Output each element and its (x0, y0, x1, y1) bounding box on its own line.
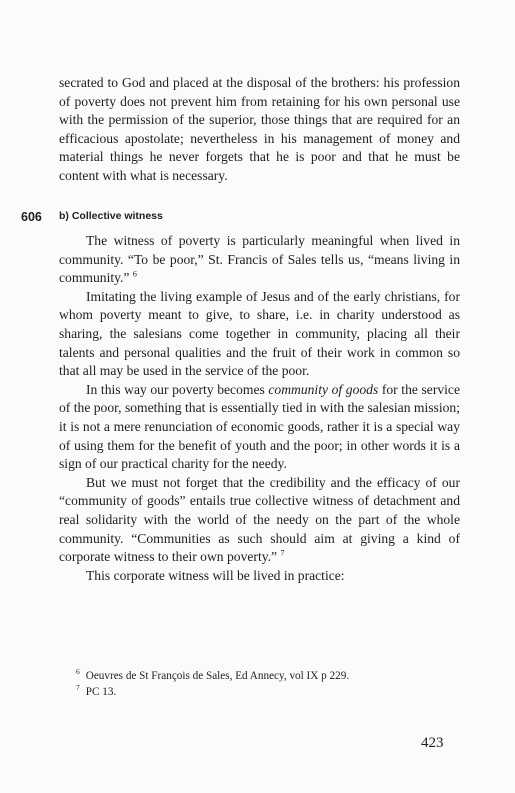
footnote-7-text: PC 13. (85, 686, 117, 698)
footnote-7 (76, 684, 476, 700)
footnote-6-mark: 6 (76, 667, 80, 677)
collective-witness-body (59, 232, 460, 585)
page-number: 423 (421, 735, 444, 751)
paragraph-5: This corporate witness will be lived in practice: (86, 567, 345, 583)
footnote-ref-6: 6 (132, 269, 137, 279)
paragraph-3 (59, 381, 460, 474)
paragraph-4-text: But we must not forget that the credibility and the efficacy of our “community of goods” entails true collective witness of detachment and real solidarity with the world of the needy on the part of the whole community. “Communities as such should aim at giving a kind of corporate witness to their own poverty.” (59, 474, 460, 565)
paragraph-3-end: for the service of the poor, something that is essentially tied in with the salesian mission; it is not a mere renunciation of economic goods, rather it is a special way of using them for the benefit of youth and the poor; in other words it is a sign of our practical charity for the needy. (59, 381, 460, 472)
paragraph-1 (59, 232, 460, 288)
paragraph-3-emphasis: community of goods (268, 381, 379, 397)
opening-paragraph-block (59, 74, 460, 186)
footnote-6-text: Oeuvres de St François de Sales, Ed Annecy, vol IX p 229. (85, 670, 350, 682)
paragraph-number: 606 (21, 210, 42, 224)
opening-paragraph: secrated to God and placed at the disposal of the brothers: his profession of poverty does not prevent him from retaining for his own personal use with the permission of the superior, those things that are required for an efficacious apostolate; nevertheless in his management of money and material things he never forgets that he is poor and that he must be content with what is necessary. (59, 75, 460, 183)
paragraph-3-start: In this way our poverty becomes (86, 381, 269, 397)
footnotes (76, 668, 476, 700)
section-heading: b) Collective witness (59, 210, 163, 222)
paragraph-4 (59, 474, 460, 567)
paragraph-2: Imitating the living example of Jesus and of the early christians, for whom poverty meant to give, to share, i.e. in charity understood as sharing, the salesians come together in community, placing all their talents and personal qualities and the fruit of their work in common so that all may be used in the service of the poor. (59, 288, 460, 379)
footnote-7-mark: 7 (76, 683, 80, 693)
paragraph-1-text: The witness of poverty is particularly meaningful when lived in community. “To be poor,” St. Francis of Sales tells us, “means living in community.” (59, 233, 460, 286)
footnote-ref-7: 7 (280, 548, 285, 558)
footnote-6 (76, 668, 476, 684)
